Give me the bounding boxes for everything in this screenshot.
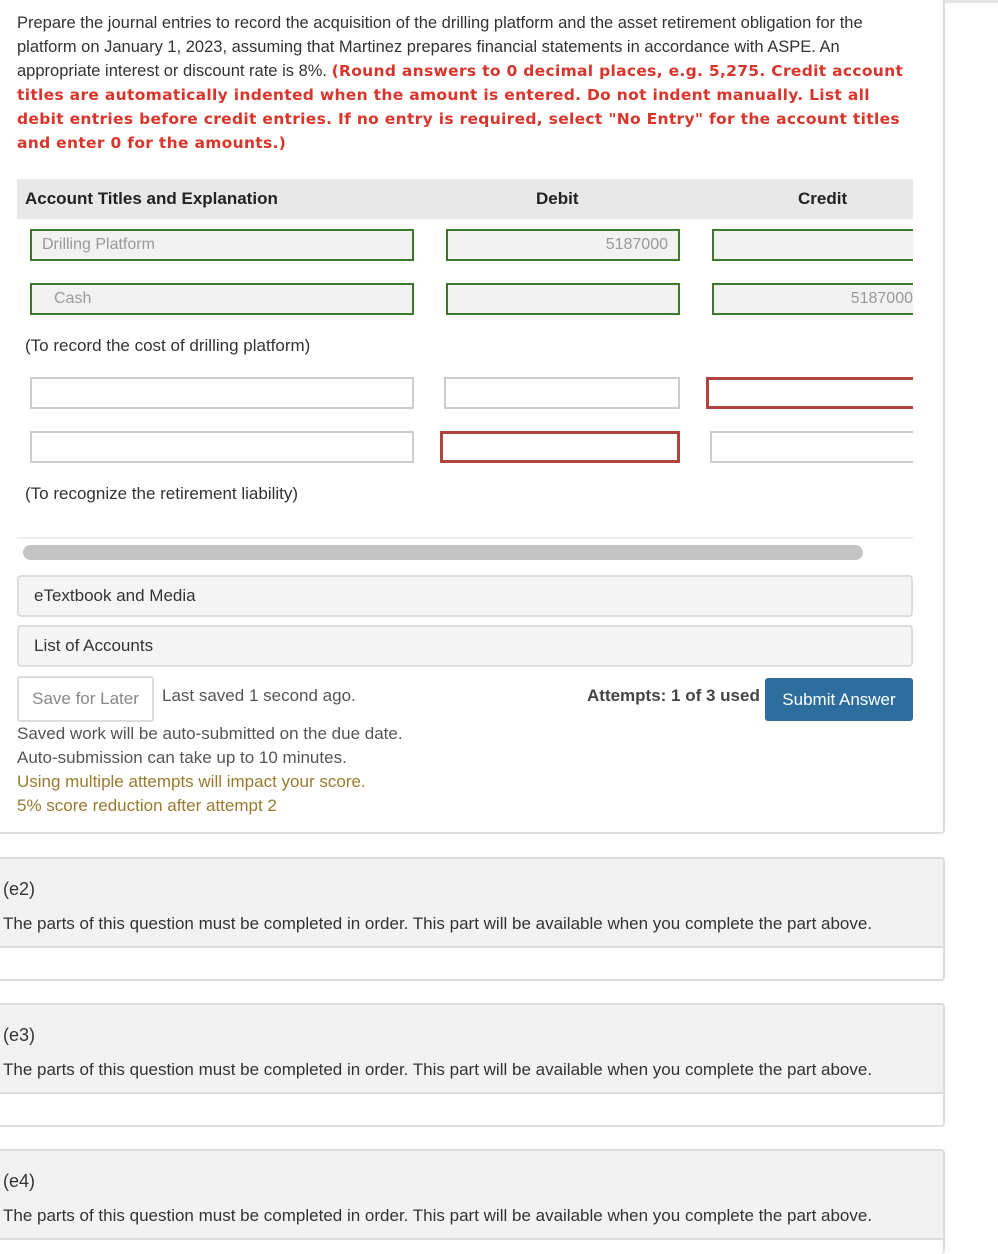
account-field-3[interactable]	[30, 377, 414, 409]
part-message: The parts of this question must be completed in order. This part will be available when you complete the part above.	[3, 914, 873, 933]
list-of-accounts-link[interactable]: List of Accounts	[17, 625, 913, 667]
account-field-2[interactable]: Cash	[30, 283, 414, 315]
part-e3	[0, 1003, 945, 1094]
part-label: (e3)	[3, 1025, 36, 1045]
debit-field-2[interactable]	[446, 283, 680, 315]
part-e2-footer	[0, 948, 945, 981]
instructions-emphasis: (Round answers to 0 decimal places, e.g. 5,275. Credit account titles are automatically indented when the amount is entered. Do not indent manually. List all debit entries before credit entries. If no entry is required, select "No Entry" for the account titles and enter 0 for the amounts.)	[17, 62, 904, 152]
part-e3-footer	[0, 1094, 945, 1127]
debit-field-4[interactable]	[440, 431, 680, 463]
part-label: (e4)	[3, 1171, 36, 1191]
last-saved-status: Last saved 1 second ago.	[162, 686, 356, 705]
journal-table-header	[17, 179, 913, 219]
header-account: Account Titles and Explanation	[25, 189, 278, 208]
part-e2	[0, 857, 945, 948]
etextbook-link[interactable]: eTextbook and Media	[17, 575, 913, 617]
account-field-4[interactable]	[30, 431, 414, 463]
page-edge	[945, 0, 998, 3]
entry1-explanation: (To record the cost of drilling platform)	[25, 336, 311, 355]
table-divider	[17, 537, 913, 539]
horizontal-scrollbar[interactable]	[23, 545, 863, 560]
score-reduction-note: 5% score reduction after attempt 2	[17, 796, 277, 815]
header-debit: Debit	[536, 189, 579, 208]
save-for-later-button[interactable]: Save for Later	[17, 676, 154, 722]
auto-submit-note: Saved work will be auto-submitted on the due date.	[17, 724, 403, 743]
instructions	[17, 11, 917, 155]
credit-field-2[interactable]: 5187000	[712, 283, 913, 315]
account-field-1[interactable]: Drilling Platform	[30, 229, 414, 261]
debit-field-1[interactable]: 5187000	[446, 229, 680, 261]
credit-field-3[interactable]	[706, 377, 913, 409]
submit-answer-button[interactable]: Submit Answer	[765, 678, 913, 721]
attempts-warning: Using multiple attempts will impact your score.	[17, 772, 366, 791]
attempts-counter: Attempts: 1 of 3 used	[587, 686, 760, 705]
instructions-text: Prepare the journal entries to record the acquisition of the drilling platform and the asset retirement obligation for the platform on January 1, 2023, assuming that Martinez prepares financial statements in accordance with ASPE. An appropriate interest or discount rate is 8%.	[17, 14, 863, 80]
credit-field-1[interactable]	[712, 229, 913, 261]
credit-field-4[interactable]	[710, 431, 913, 463]
part-e4-footer	[0, 1240, 945, 1254]
part-message: The parts of this question must be completed in order. This part will be available when you complete the part above.	[3, 1206, 873, 1225]
debit-field-3[interactable]	[444, 377, 680, 409]
header-credit: Credit	[798, 189, 848, 208]
entry2-explanation: (To recognize the retirement liability)	[25, 484, 299, 503]
part-e4	[0, 1149, 945, 1240]
auto-submit-time-note: Auto-submission can take up to 10 minutes.	[17, 748, 347, 767]
part-label: (e2)	[3, 879, 36, 899]
part-message: The parts of this question must be completed in order. This part will be available when you complete the part above.	[3, 1060, 873, 1079]
